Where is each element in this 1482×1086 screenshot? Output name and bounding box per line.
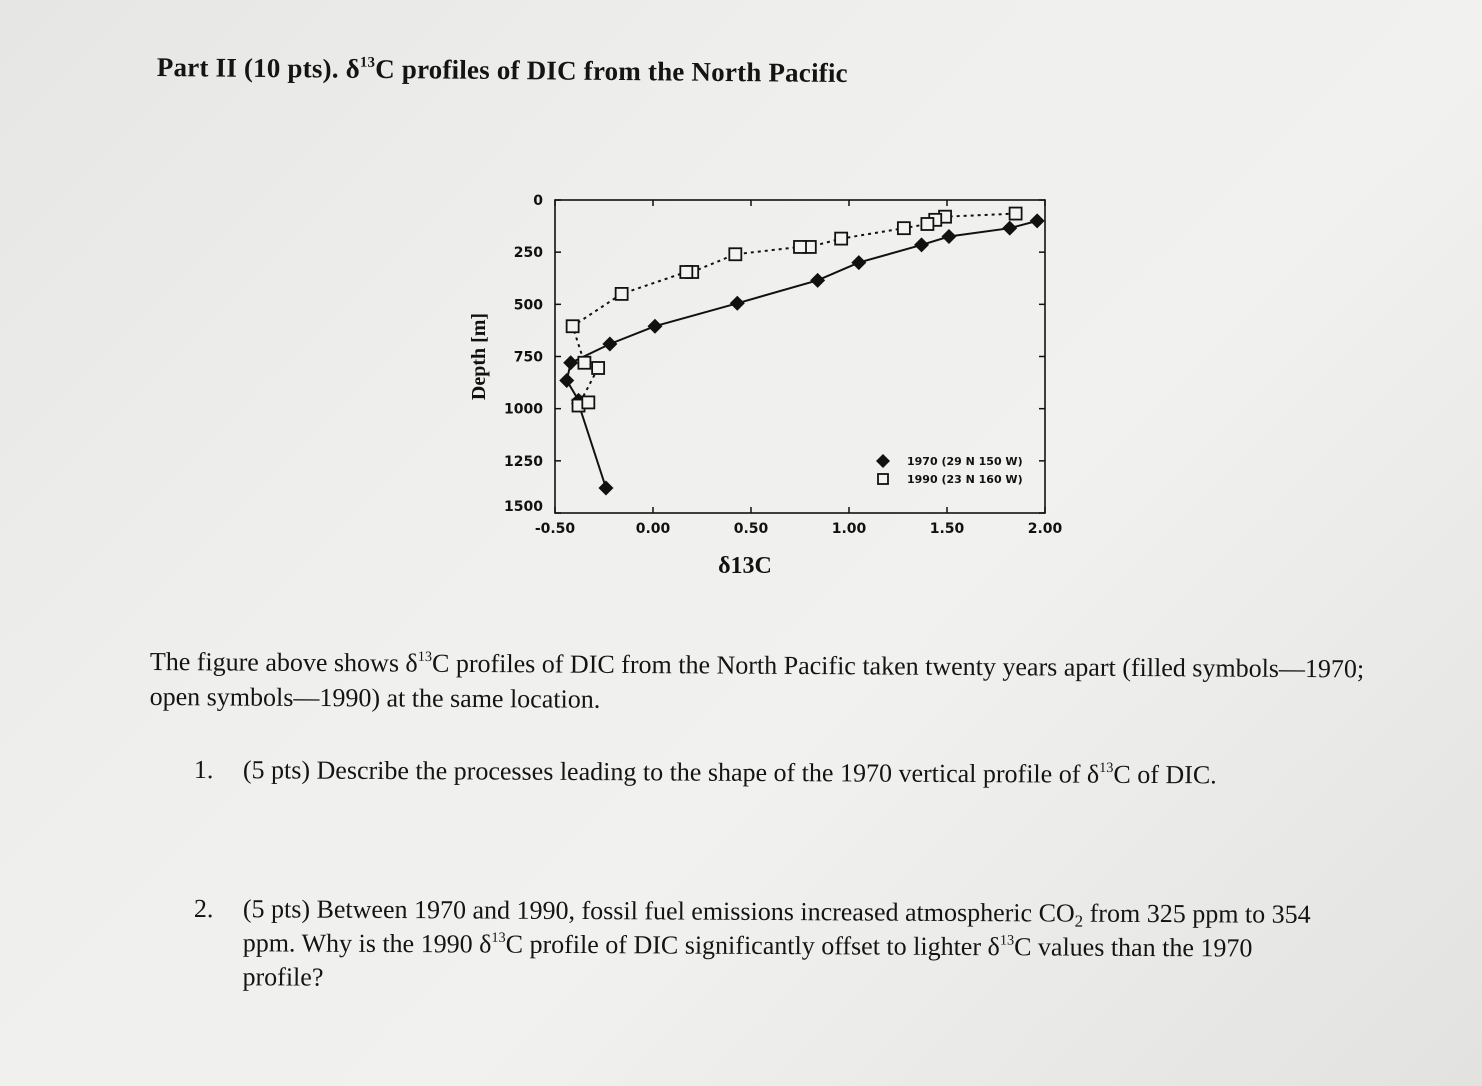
y-tick-label: 1250 [504,453,543,470]
data-point [730,296,745,311]
data-point [602,336,617,351]
x-tick-label: 1.00 [831,521,867,537]
question-superscript: 13 [999,932,1015,949]
question-text-part: from 325 ppm to 354 ppm. Why is the 1990 δ [242,898,1311,959]
y-tick-label: 750 [513,349,543,366]
question-1 [194,753,1334,793]
y-tick-label: 250 [513,245,543,262]
y-tick-label: 0 [533,193,543,209]
intro-text: The figure above shows δ [149,646,418,678]
y-tick-label: 1500 [504,499,543,515]
data-point [563,355,578,370]
x-tick-label: 0.00 [635,521,671,537]
intro-text-continued: C profiles of DIC from the North Pacific taken twenty years apart (filled symbols—1970; open symbols—1990) at the same location. [149,648,1365,714]
series-1970 [559,213,1044,495]
question-number: 1. [193,755,214,785]
question-text-part: (5 pts) Describe the processes leading to the shape of the 1970 vertical profile of δ [242,755,1100,789]
delta13c-depth-chart [440,178,1080,588]
data-point [559,373,574,388]
question-subscript: 2 [1074,911,1084,931]
data-point [647,319,662,334]
title-text-suffix: C profiles of DIC from the North Pacific [375,53,848,89]
legend-label: 1970 (29 N 150 W) [907,455,1023,468]
question-superscript: 13 [1099,760,1114,777]
intro-superscript: 13 [417,648,433,666]
y-tick-label: 500 [513,297,543,314]
data-point [729,248,741,260]
data-point [578,357,590,369]
y-tick-label: 1000 [504,401,543,418]
y-axis-label: Depth [m] [468,312,490,401]
question-text [243,753,1334,793]
data-point [1030,213,1045,228]
x-axis-label: δ13C [718,553,772,579]
data-point [616,288,628,300]
legend-marker [876,454,890,468]
question-superscript: 13 [491,929,506,946]
question-text [242,892,1334,1000]
data-point [794,241,806,253]
intro-paragraph [150,644,1370,721]
question-text-part: C of DIC. [1113,759,1217,790]
data-point [898,222,910,234]
x-tick-label: 1.50 [929,521,965,537]
data-point [851,255,866,270]
data-point [921,218,933,230]
data-point [941,229,956,244]
question-text-part: C values than the 1970 profile? [242,932,1253,992]
question-number: 2. [193,894,214,924]
data-point [567,320,579,332]
data-point [680,266,692,278]
data-point [592,362,604,374]
legend [876,454,1023,486]
legend-label: 1990 (23 N 160 W) [907,473,1023,486]
title-text: Part II (10 pts). δ [156,52,361,84]
question-2 [193,892,1334,1000]
data-point [1002,221,1017,236]
title-superscript: 13 [359,54,376,71]
data-point [810,273,825,288]
page-title [157,52,848,89]
x-tick-label: -0.50 [534,521,576,537]
data-point [914,237,929,252]
data-point [582,396,594,408]
legend-marker [878,474,888,484]
data-point [835,233,847,245]
x-tick-label: 2.00 [1027,521,1063,537]
data-point [1010,208,1022,220]
question-text-part: C profile of DIC significantly offset to lighter δ [505,929,1000,962]
x-tick-label: 0.50 [733,521,769,537]
data-point [598,480,613,495]
series-line [567,221,1037,488]
question-text-part: (5 pts) Between 1970 and 1990, fossil fuel emissions increased atmospheric CO [242,894,1075,928]
